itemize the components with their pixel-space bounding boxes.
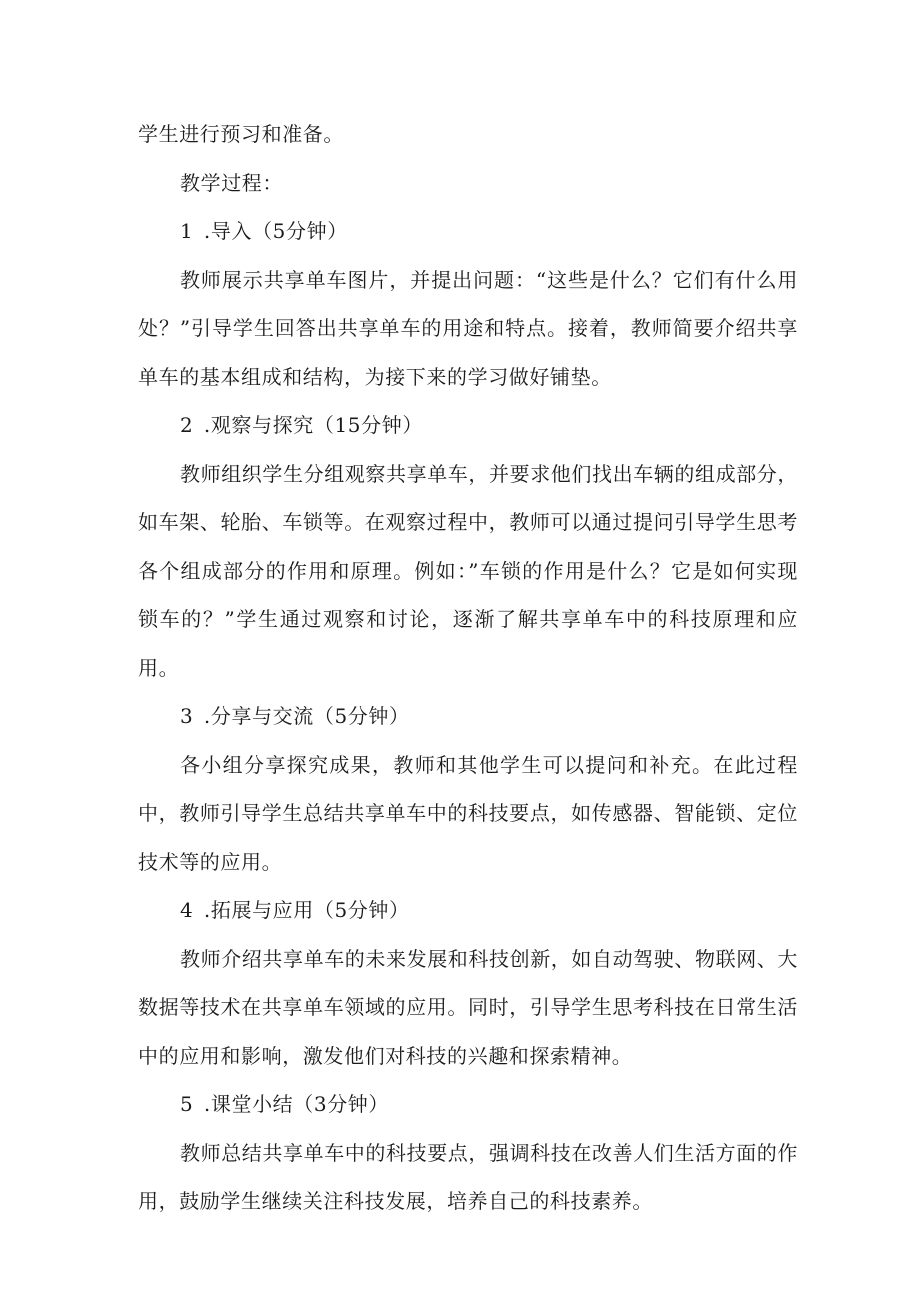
section-heading-teaching-process: 教学过程： bbox=[180, 170, 283, 195]
paragraph-continuation: 学生进行预习和准备。 bbox=[138, 122, 344, 146]
document-body bbox=[138, 110, 798, 1226]
step-heading-3: 3 .分享与交流（5分钟） bbox=[180, 704, 410, 728]
step-body-1: 教师展示共享单车图片，并提出问题：“这些是什么？它们有什么用处？”引导学生回答出共享单车的用途和特点。接着，教师简要介绍共享单车的基本组成和结构，为接下来的学习做好铺垫。 bbox=[138, 267, 798, 389]
step-body-4: 教师介绍共享单车的未来发展和科技创新，如自动驾驶、物联网、大数据等技术在共享单车领域的应用。同时，引导学生思考科技在日常生活中的应用和影响，激发他们对科技的兴趣和探索精神。 bbox=[138, 946, 798, 1068]
step-heading-1: 1 .导入（5分钟） bbox=[180, 219, 348, 243]
step-heading-2: 2 .观察与探究（15分钟） bbox=[180, 413, 423, 437]
step-body-2: 教师组织学生分组观察共享单车，并要求他们找出车辆的组成部分，如车架、轮胎、车锁等。在观察过程中，教师可以通过提问引导学生思考各个组成部分的作用和原理。例如：”车锁的作用是什么？它是如何实现锁车的？”学生通过观察和讨论，逐渐了解共享单车中的科技原理和应用。 bbox=[138, 461, 798, 680]
step-heading-4: 4 .拓展与应用（5分钟） bbox=[180, 898, 410, 922]
step-body-5: 教师总结共享单车中的科技要点，强调科技在改善人们生活方面的作用，鼓励学生继续关注科技发展，培养自己的科技素养。 bbox=[138, 1140, 798, 1213]
step-body-3: 各小组分享探究成果，教师和其他学生可以提问和补充。在此过程中，教师引导学生总结共享单车中的科技要点，如传感器、智能锁、定位技术等的应用。 bbox=[138, 752, 798, 874]
step-heading-5: 5 .课堂小结（3分钟） bbox=[180, 1092, 390, 1116]
